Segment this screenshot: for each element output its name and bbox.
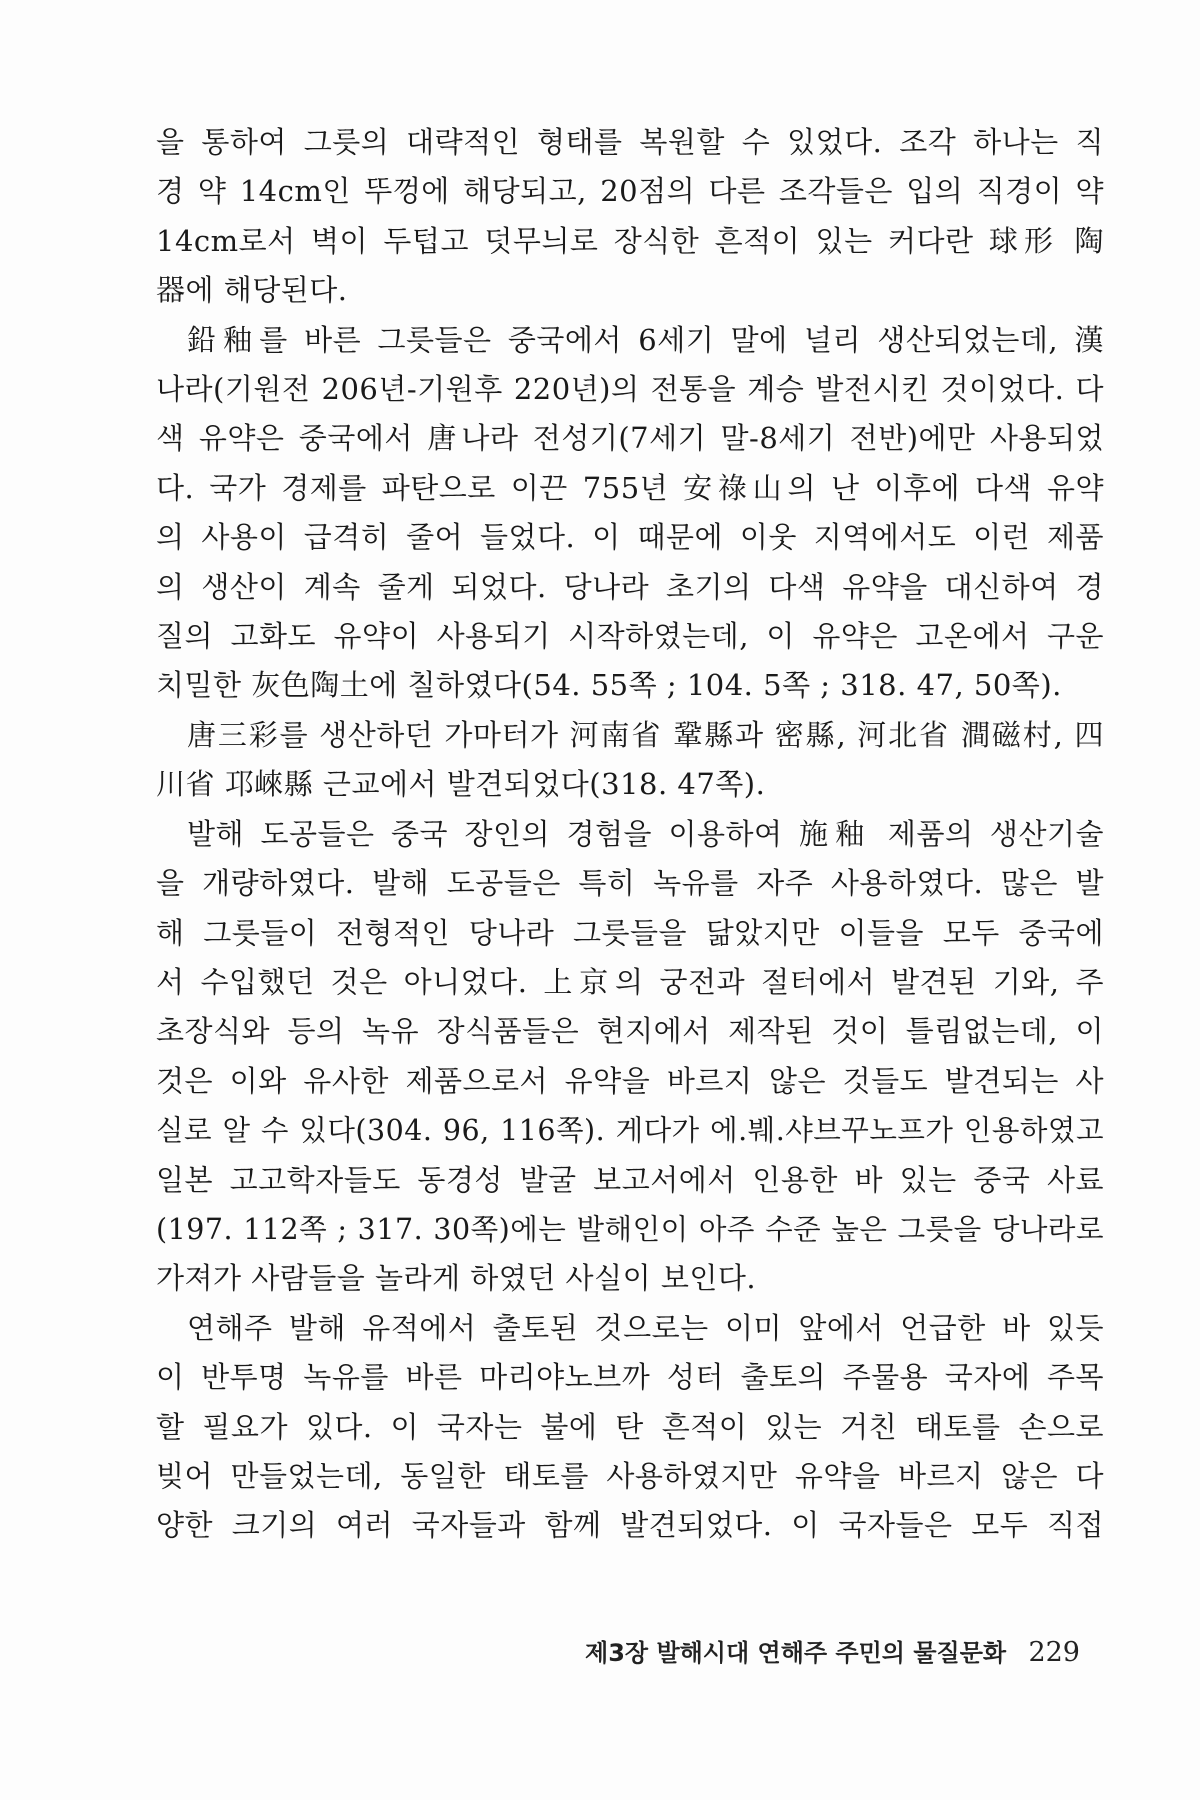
text-line: 초장식와 등의 녹유 장식품들은 현지에서 제작된 것이 틀림없는데, 이 [156,1014,1104,1049]
text-line: 川省 邛崍縣 근교에서 발견되었다(318. 47쪽). [156,767,766,802]
text-line: 질의 고화도 유약이 사용되기 시작하였는데, 이 유약은 고온에서 구운 [156,619,1104,654]
text-line: 14cm로서 벽이 두텁고 덧무늬로 장식한 흔적이 있는 커다란 球形 陶 [156,223,1104,258]
text-line: 색 유약은 중국에서 唐나라 전성기(7세기 말-8세기 전반)에만 사용되었 [156,421,1104,456]
paragraph-kiln-sites [156,711,1104,810]
text-line: 빚어 만들었는데, 동일한 태토를 사용하였지만 유약을 바르지 않은 다 [156,1458,1104,1493]
text-line: 치밀한 灰色陶土에 칠하였다(54. 55쪽 ; 104. 5쪽 ; 318. 47, 50쪽). [156,668,1062,703]
text-line: 양한 크기의 여러 국자들과 함께 발견되었다. 이 국자들은 모두 직접 [156,1508,1104,1543]
text-line: 을 개량하였다. 발해 도공들은 특히 녹유를 자주 사용하였다. 많은 발 [156,866,1104,901]
text-line: 실로 알 수 있다(304. 96, 116쪽). 게다가 에.붸.샤브꾸노프가 인용하였고 [156,1114,1104,1148]
paragraph-continued [156,118,1104,316]
text-line: 연해주 발해 유적에서 출토된 것으로는 이미 앞에서 언급한 바 있듯 [187,1310,1104,1345]
text-line: 다. 국가 경제를 파탄으로 이끈 755년 安祿山의 난 이후에 다색 유약 [156,470,1104,505]
text-line: 경 약 14cm인 뚜껑에 해당되고, 20점의 다른 조각들은 입의 직경이 약 [156,174,1105,209]
page-number: 229 [1028,1637,1080,1668]
text-line: 唐三彩를 생산하던 가마터가 河南省 鞏縣과 密縣, 河北省 澗磁村, 四 [187,717,1104,752]
text-line: 器에 해당된다. [156,273,348,308]
chapter-title: 제3장 발해시대 연해주 주민의 물질문화 [585,1639,1007,1667]
text-line: 발해 도공들은 중국 장인의 경험을 이용하여 施釉 제품의 생산기술 [187,816,1104,851]
body-text [156,118,1104,1551]
paragraph-balhae-potters [156,810,1104,1304]
text-line: 의 사용이 급격히 줄어 들었다. 이 때문에 이웃 지역에서도 이런 제품 [156,520,1104,555]
text-line: 해 그릇들이 전형적인 당나라 그릇들을 닮았지만 이들을 모두 중국에 [156,915,1104,950]
text-line: 가져가 사람들을 놀라게 하였던 사실이 보인다. [156,1261,757,1296]
text-line: 鉛釉를 바른 그릇들은 중국에서 6세기 말에 널리 생산되었는데, 漢 [187,322,1104,357]
running-footer [585,1637,1080,1669]
text-line: 나라(기원전 206년-기원후 220년)의 전통을 계승 발전시킨 것이었다. 다 [156,372,1104,407]
paragraph-lead-glaze [156,316,1104,711]
paragraph-primorye-finds [156,1304,1104,1551]
text-line: 을 통하여 그릇의 대략적인 형태를 복원할 수 있었다. 조각 하나는 직 [156,125,1104,159]
text-line: 것은 이와 유사한 제품으로서 유약을 바르지 않은 것들도 발견되는 사 [156,1063,1104,1098]
text-line: (197. 112쪽 ; 317. 30쪽)에는 발해인이 아주 수준 높은 그릇을 당나라로 [156,1212,1104,1246]
text-line: 일본 고고학자들도 동경성 발굴 보고서에서 인용한 바 있는 중국 사료 [156,1162,1104,1197]
text-line: 서 수입했던 것은 아니었다. 上京의 궁전과 절터에서 발견된 기와, 주 [156,964,1104,999]
text-line: 이 반투명 녹유를 바른 마리야노브까 성터 출토의 주물용 국자에 주목 [156,1360,1104,1395]
text-line: 할 필요가 있다. 이 국자는 불에 탄 흔적이 있는 거친 태토를 손으로 [156,1409,1104,1444]
text-line: 의 생산이 계속 줄게 되었다. 당나라 초기의 다색 유약을 대신하여 경 [156,569,1104,604]
